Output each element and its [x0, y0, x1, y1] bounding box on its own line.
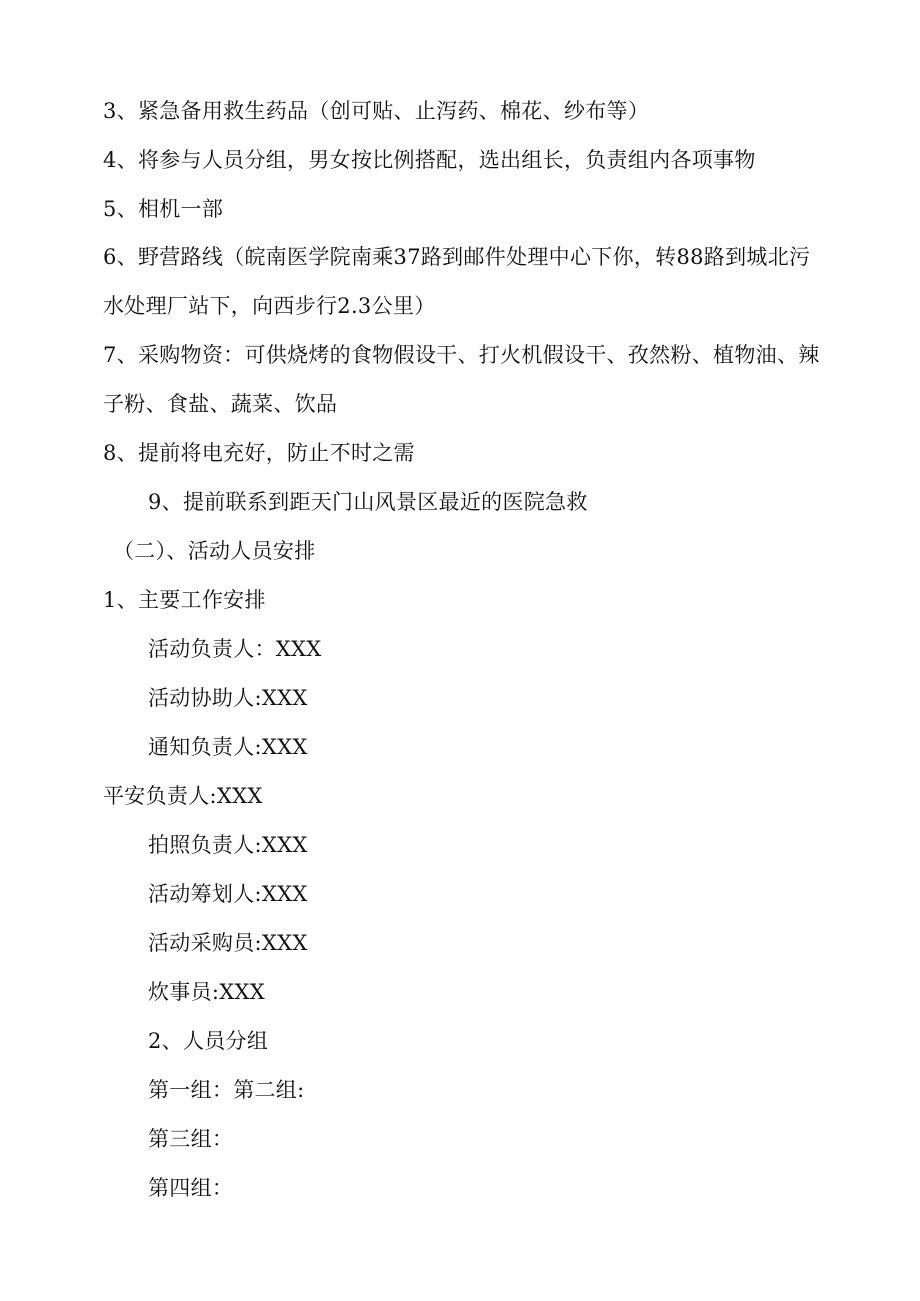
subheading-grouping: 2、人员分组 [148, 1029, 269, 1053]
item-6-route-line-1: 6、野营路线（皖南医学院南乘37路到邮件处理中心下你，转88路到城北污 [103, 245, 811, 269]
role-purchaser: 活动采购员:XXX [148, 931, 308, 955]
group-one-two: 第一组：第二组: [148, 1078, 305, 1102]
item-3-first-aid-supplies: 3、紧急备用救生药品（创可贴、止泻药、棉花、纱布等） [103, 99, 650, 123]
item-8-charging: 8、提前将电充好，防止不时之需 [103, 441, 415, 465]
role-cook: 炊事员:XXX [148, 980, 266, 1004]
role-activity-lead: 活动负责人：XXX [148, 637, 322, 661]
role-photo-lead: 拍照负责人:XXX [148, 833, 308, 857]
item-7-purchases-line-2: 子粉、食盐、蔬菜、饮品 [103, 392, 338, 416]
role-planner: 活动筹划人:XXX [148, 882, 308, 906]
group-four: 第四组： [148, 1176, 234, 1200]
item-9-hospital: 9、提前联系到距天门山风景区最近的医院急救 [148, 490, 588, 514]
role-activity-assistant: 活动协助人:XXX [148, 686, 308, 710]
subheading-main-work: 1、主要工作安排 [103, 588, 266, 612]
section-heading-staff: （二）、活动人员安排 [113, 539, 316, 563]
group-three: 第三组： [148, 1127, 234, 1151]
role-notification-lead: 通知负责人:XXX [148, 735, 308, 759]
item-6-route-line-2: 水处理厂站下，向西步行2.3公里） [103, 294, 436, 318]
item-5-camera: 5、相机一部 [103, 197, 224, 221]
item-7-purchases-line-1: 7、采购物资：可供烧烤的食物假设干、打火机假设干、孜然粉、植物油、辣 [103, 343, 820, 367]
role-safety-lead: 平安负责人:XXX [103, 784, 263, 808]
item-4-grouping: 4、将参与人员分组，男女按比例搭配，选出组长，负责组内各项事物 [103, 148, 756, 172]
